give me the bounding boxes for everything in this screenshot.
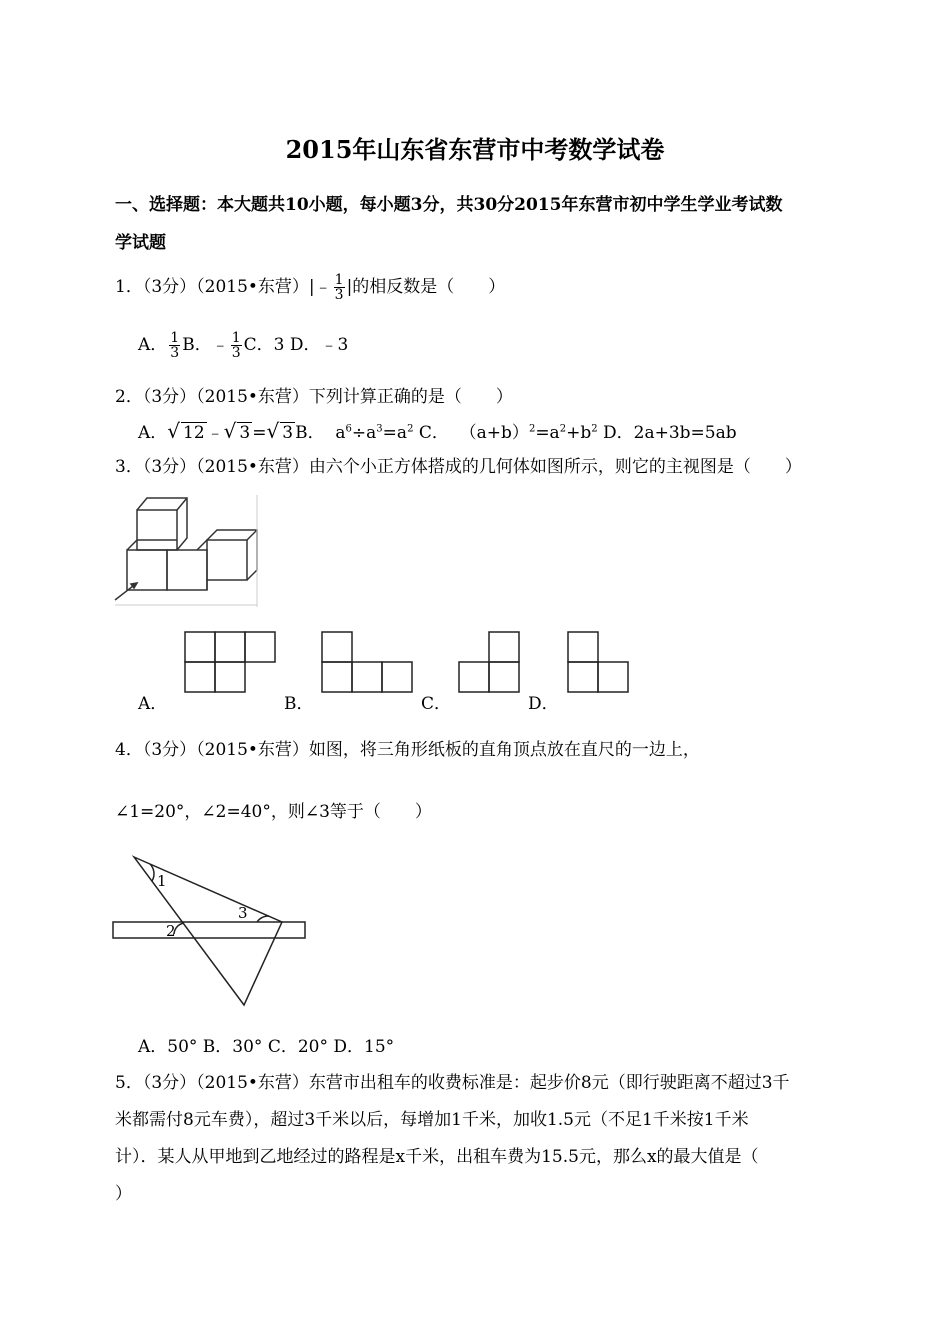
q2-option-d: D．2a+3b=5ab [603, 423, 737, 443]
q2-minus: ﹣ [206, 423, 224, 443]
q3-option-d: D． [528, 694, 559, 714]
question-1-options [138, 330, 348, 360]
q3-option-a-view [185, 632, 277, 694]
q4-angle-1-label: 1 [157, 872, 167, 890]
question-2-options: A．√ 12 ﹣√ 3 =√ 3 B． $a^6\div a^3=a^2$ C． $(a+b)^2=a^2+b^2$ D．2a+3b=5ab [138, 419, 737, 443]
q1-option-d: D．﹣3 [289, 335, 349, 355]
q1-fraction: $\frac{1}{3}$ [334, 272, 344, 303]
q3-option-c-view [459, 632, 521, 694]
section-heading-line1: 一、选择题：本大题共10小题，每小题3分，共30分2015年东营市初中学生学业考试数 [115, 195, 783, 215]
q2-option-b-label: B． [295, 423, 325, 443]
q4-triangle-ruler-figure [112, 855, 308, 1007]
q1-option-b: B．﹣ [182, 335, 229, 355]
q3-option-c: C． [421, 694, 452, 714]
q1-prefix: 1．（3分）（2015•东营）|﹣ [115, 277, 332, 297]
q2-equals: = [252, 423, 267, 443]
question-5-line2: 米都需付8元车费），超过3千米以后，每增加1千米，加收1.5元（不足1千米按1千米 [115, 1110, 749, 1130]
q2-sqrt-3a: 3 [239, 423, 251, 443]
question-1-stem [115, 272, 505, 302]
question-4-stem: 4．（3分）（2015•东营）如图，将三角形纸板的直角顶点放在直尺的一边上， [115, 740, 700, 760]
page-title: 2015年山东省东营市中考数学试卷 [285, 135, 665, 164]
q1-option-b-fraction: $\frac{1}{3}$ [231, 330, 241, 361]
q1-suffix: |的相反数是（ ） [346, 277, 506, 297]
question-5-line4: ） [115, 1184, 132, 1204]
section-heading-line2: 学试题 [115, 233, 166, 253]
question-5-line1: 5．（3分）（2015•东营）东营市出租车的收费标准是：起步价8元（即行驶距离不超过3千 [115, 1073, 790, 1093]
q3-option-d-view [568, 632, 630, 694]
q3-solid-figure [115, 495, 260, 607]
q4-angle-2-label: 2 [166, 922, 176, 940]
q3-option-b: B． [284, 694, 314, 714]
question-4-stem-2: ∠1=20°，∠2=40°，则∠3等于（ ） [115, 802, 432, 822]
question-4-options: A．50° B．30° C．20° D．15° [138, 1037, 395, 1057]
q3-option-b-view [322, 632, 414, 694]
q1-option-a: A． [138, 335, 168, 355]
q2-sqrt-12: 12 [183, 423, 205, 443]
q2-option-a-label: A． [138, 423, 168, 443]
question-2-stem: 2．（3分）（2015•东营）下列计算正确的是（ ） [115, 387, 513, 407]
q2-option-c-label: C． [418, 423, 449, 443]
q4-angle-3-label: 3 [238, 904, 248, 922]
question-3-stem: 3．（3分）（2015•东营）由六个小正方体搭成的几何体如图所示，则它的主视图是（ ） [115, 457, 802, 477]
q2-sqrt-3b: 3 [282, 423, 294, 443]
question-5-line3: 计）．某人从甲地到乙地经过的路程是x千米，出租车费为15.5元，那么x的最大值是（ [115, 1147, 759, 1167]
q1-option-c: C．3 [243, 335, 285, 355]
q3-option-a: A． [138, 694, 168, 714]
q1-option-a-fraction: $\frac{1}{3}$ [170, 330, 180, 361]
